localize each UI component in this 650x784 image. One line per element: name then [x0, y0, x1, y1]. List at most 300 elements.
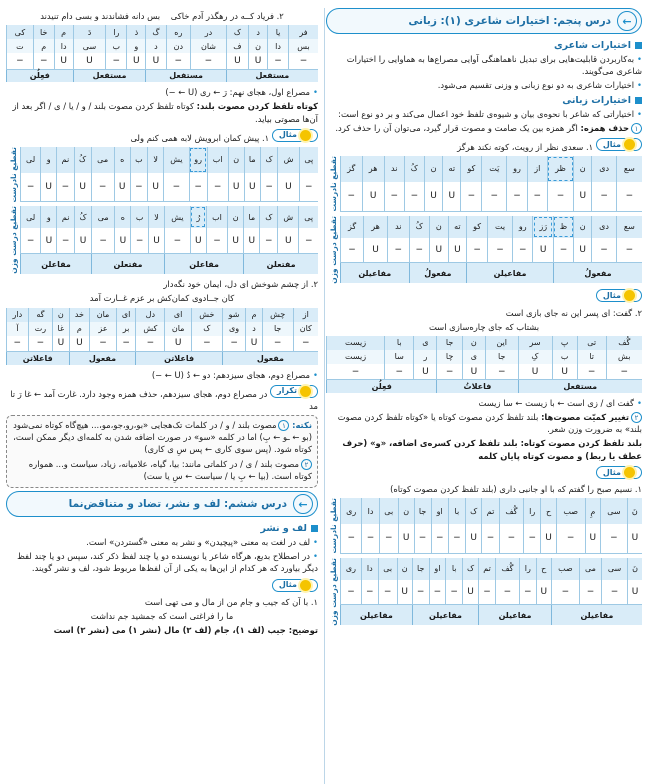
meter-foot: مستفعل: [226, 69, 318, 82]
example-line: [326, 287, 642, 304]
scansion-cell: د: [246, 322, 262, 336]
scansion-cell: وی: [222, 322, 246, 336]
number-circle-icon: ۲: [301, 459, 312, 470]
scansion-cell: −: [206, 228, 227, 253]
section-heading: لف و نشر: [6, 523, 318, 534]
scansion-cell: ت: [7, 39, 34, 53]
paragraph: توضیح: جیب (لف ۱)، جام (لف ۲) مال (نشر ۱) می (نشر ۲) است: [53, 625, 318, 636]
scansion-cell: ای: [116, 308, 136, 322]
square-bullet-icon: [635, 42, 642, 49]
scansion-cell: فر: [288, 25, 318, 39]
scansion-cell: غا: [53, 322, 69, 336]
scansion-cell: از: [527, 156, 547, 182]
scansion-cell: سی: [601, 498, 628, 524]
scansion-cell: می: [579, 558, 601, 580]
scansion-cell: د: [249, 25, 268, 39]
example-badge: مثال: [596, 138, 642, 151]
scansion-cell: −: [362, 524, 379, 553]
lesson-6-banner: [6, 491, 318, 517]
scansion-cell: −: [524, 524, 541, 553]
scansion-cell: −: [513, 238, 533, 263]
table-side-label: تقطیع نادرست: [328, 498, 338, 554]
example-line: مثال ۱. سعدی نظر از رویت، کوته نکند هرگز: [326, 136, 642, 153]
meter-foot: مفاعیلن: [412, 605, 478, 626]
scansion-cell: ن: [462, 336, 485, 350]
section-heading: اختیارات زبانی: [326, 95, 642, 106]
paragraph: • لف در لغت به معنی «پیچیدن» و نشر به معنی «گستردن» است.: [6, 536, 318, 548]
scansion-cell: ن: [574, 216, 592, 238]
scansion-cell: U: [430, 238, 449, 263]
scansion-cell: گُف: [606, 336, 642, 350]
scansion-cell: U: [364, 238, 388, 263]
scansion-cell: −: [327, 364, 385, 380]
scansion-cell: U: [627, 524, 642, 553]
scansion-cell: −: [385, 364, 414, 380]
scansion-cell: دار: [7, 308, 29, 322]
bulb-icon: [300, 580, 311, 591]
scansion-cell: یا: [268, 25, 289, 39]
scansion-cell: −: [437, 364, 462, 380]
scansion-cell: −: [409, 238, 429, 263]
scansion-cell: −: [379, 524, 398, 553]
meter-foot: مفتعلن: [92, 254, 165, 275]
scansion-cell: −: [579, 580, 601, 605]
scansion-cell: −: [262, 336, 293, 352]
scansion-cell: سع: [616, 156, 642, 182]
scansion-cell: ن: [228, 206, 244, 228]
scansion-cell: −: [299, 228, 318, 253]
scansion-cell: و: [41, 147, 57, 173]
scansion-cell: این: [485, 336, 518, 350]
scansion-cell: U: [518, 364, 552, 380]
paragraph: ۲مصوت بلند / ی / در کلماتی مانند: بیا، گیاه، علامیانه، زیاد، سیاست و... همواره کوتاه است. (بیا ← بِ یا / سیاست ← سِ یا ست): [28, 458, 312, 481]
scansion-cell: ف: [226, 39, 248, 53]
scansion-cell: U: [278, 228, 299, 253]
paragraph: ۱حذف همزه: اگر همزه بین یک صامت و مصوت قرار گیرد، می‌توان آن را حذف کرد.: [326, 122, 642, 134]
scansion-cell: ما: [244, 147, 260, 173]
table-side-label: تقطیع نادرست: [8, 146, 18, 203]
number-circle-icon: ۱: [278, 420, 289, 431]
scansion-cell: ری: [341, 558, 362, 580]
scansion-cell: −: [191, 336, 222, 352]
scansion-cell: −: [556, 524, 585, 553]
meter-foot: فاعلاتُ: [437, 380, 518, 393]
scansion-cell: U: [424, 182, 442, 211]
paragraph: • مصراع دوم، هجای سیزدهم: دو ← دُ (U ← −): [6, 369, 318, 381]
scansion-cell: U: [362, 182, 384, 211]
scansion-cell: در: [191, 25, 227, 39]
scansion-cell: ته: [448, 216, 467, 238]
scansion-cell: U: [41, 228, 57, 253]
number-circle-icon: ۲: [631, 412, 642, 423]
scansion-cell: خد: [69, 308, 90, 322]
scansion-cell: −: [429, 580, 446, 605]
scansion-cell: −: [288, 53, 318, 69]
scansion-cell: ب: [131, 206, 149, 228]
scansion-cell: U: [41, 173, 57, 202]
square-bullet-icon: [635, 97, 642, 104]
scansion-cell: با: [385, 336, 414, 350]
scansion-cell: با: [448, 498, 465, 524]
scansion-cell: −: [387, 238, 409, 263]
scansion-cell: U: [628, 580, 642, 605]
scansion-table: [326, 156, 642, 211]
meter-foot: فاعلاتن: [7, 352, 70, 365]
scansion-cell: −: [91, 173, 114, 202]
bulb-icon: [300, 130, 311, 141]
paragraph: تکرار در مصراع دوم، هجای سیزدهم، حذف همزه وجود دارد. غارت آمد ← غا رَ تا مد: [10, 386, 318, 411]
scansion-cell: −: [165, 228, 191, 253]
example-badge: مثال: [272, 129, 318, 142]
scansion-cell: −: [448, 524, 465, 553]
scansion-cell: ش: [278, 147, 299, 173]
scansion-cell: U: [228, 228, 244, 253]
scansion-table: [6, 206, 318, 274]
paragraph: نکته: ۱مصوت بلند / و / در کلمات تک‌هجایی «بو،رو،جو،مو،... هیچ‌گاه کوتاه نمی‌شود (بو ← ـو ← بِ) اما در کلمه «سو» در صورت اضافه شدن به کلمه‌ای دیگر ممکن است، کوتاه شود. (پس سوی کاری ← پس سِ ی کاری): [13, 420, 312, 455]
scansion-cell: U: [533, 238, 553, 263]
scansion-cell: شان: [191, 39, 227, 53]
meter-foot: مفاعیلن: [467, 263, 554, 284]
meter-foot: مفاعلن: [21, 254, 92, 275]
paragraph: • اختیاراتی که شاعر با نحوه‌ی بیان و شیوه‌ی تلفظ خود اعمال می‌کند و بر دو نوع است:: [326, 108, 642, 120]
scansion-cell: رو: [507, 156, 527, 182]
number-circle-icon: ۱: [631, 123, 642, 134]
meter-foot: مفاعیلن: [479, 605, 552, 626]
scansion-cell: سی: [602, 558, 628, 580]
meter-foot: فعِلُن: [327, 380, 437, 393]
scansion-cell: شو: [222, 308, 246, 322]
meter-foot: مفعول: [222, 352, 318, 365]
scansion-cell: سا: [385, 350, 414, 364]
scansion-cell: کی: [7, 25, 34, 39]
scansion-cell: −: [33, 53, 54, 69]
scansion-cell: U: [114, 173, 130, 202]
scansion-cell: بس: [288, 39, 318, 53]
scansion-cell: U: [226, 53, 248, 69]
scansion-cell: دا: [54, 39, 73, 53]
scansion-cell: جا: [437, 336, 462, 350]
scansion-cell: گُف: [495, 558, 519, 580]
scansion-cell: −: [90, 336, 117, 352]
example-badge: مثال: [596, 289, 642, 302]
scansion-cell: بر: [116, 322, 136, 336]
poem-line: ما را فراغتی است که جمشید جم نداشت: [90, 610, 234, 621]
meter-foot: مفعولُ: [553, 263, 642, 284]
bulb-icon: [624, 290, 635, 301]
scansion-cell: تا: [577, 350, 606, 364]
scansion-cell: چش: [262, 308, 293, 322]
scansion-cell: U: [115, 228, 131, 253]
scansion-cell: ک: [465, 498, 482, 524]
scansion-cell: ذ: [127, 25, 146, 39]
scansion-cell: رَز: [533, 216, 553, 238]
scansion-cell: لی: [21, 147, 41, 173]
scansion-cell: −: [378, 580, 397, 605]
scansion-cell: U: [190, 228, 206, 253]
bulb-icon: [624, 467, 635, 478]
example-line: [6, 577, 318, 594]
scansion-cell: −: [479, 580, 496, 605]
scansion-cell: −: [467, 238, 488, 263]
scansion-cell: ک: [260, 147, 278, 173]
scansion-cell: U: [463, 580, 479, 605]
lesson-5-title: درس پنجم: اختیارات شاعری (۱): زبانی: [408, 15, 611, 27]
scansion-cell: −: [361, 580, 378, 605]
scansion-cell: یش: [164, 147, 190, 173]
meter-foot: مفاعیلن: [551, 605, 642, 626]
scansion-cell: م: [69, 322, 90, 336]
scansion-cell: چا: [437, 350, 462, 364]
scansion-cell: آ: [7, 322, 29, 336]
scansion-cell: −: [606, 364, 642, 380]
scansion-cell: −: [495, 580, 519, 605]
scansion-cell: −: [551, 580, 579, 605]
scansion-cell: دن: [166, 39, 191, 53]
scansion-cell: U: [148, 173, 164, 202]
scansion-cell: جا: [414, 498, 431, 524]
note-box: [6, 415, 318, 488]
scansion-cell: خش: [191, 308, 222, 322]
scansion-cell: ظر: [547, 156, 573, 182]
scansion-cell: می: [91, 147, 114, 173]
scansion-cell: U: [228, 173, 244, 202]
meter-foot: مستفعل: [146, 69, 226, 82]
scansion-cell: کو: [467, 216, 488, 238]
scansion-cell: −: [341, 524, 362, 553]
scansion-cell: و: [127, 39, 146, 53]
scansion-cell: U: [465, 524, 482, 553]
scansion-cell: او: [431, 498, 448, 524]
scansion-cell: جا: [412, 558, 429, 580]
meter-foot: فعِلُن: [7, 69, 74, 82]
example-badge: مثال: [272, 579, 318, 592]
scansion-cell: −: [136, 336, 165, 352]
scansion-cell: یش: [165, 206, 191, 228]
scansion-cell: رو: [513, 216, 533, 238]
scansion-cell: تم: [479, 558, 496, 580]
scansion-cell: −: [488, 238, 513, 263]
scansion-cell: ره: [166, 25, 191, 39]
scansion-cell: ند: [387, 216, 409, 238]
scansion-cell: U: [536, 580, 551, 605]
poem-line: ۲. فریاد کــه در رهگذر آدم خاکی بس دانه فشاندند و بسی دام تنیدند: [40, 11, 284, 21]
paragraph: • اختیارات شاعری به دو نوع زبانی و وزنی تقسیم می‌شود.: [326, 79, 642, 91]
scansion-cell: −: [482, 182, 507, 211]
scansion-cell: د: [146, 39, 166, 53]
scansion-cell: U: [397, 580, 412, 605]
scansion-table: [326, 336, 642, 393]
scansion-cell: ک: [463, 558, 479, 580]
scansion-cell: ظ: [553, 216, 573, 238]
scansion-cell: دَ: [73, 25, 106, 39]
paragraph: کوتاه تلفظ کردن مصوت بلند: کوتاه تلفظ کردن مصوت بلند / و / یا / ی / اگر بعد از آن‌ها مصوتی بیاید.: [12, 101, 318, 124]
scansion-cell: U: [443, 182, 461, 211]
meter-foot: مفعولُ: [409, 263, 467, 284]
scansion-cell: −: [28, 336, 53, 352]
scansion-cell: کُ: [409, 216, 429, 238]
scansion-cell: −: [519, 580, 536, 605]
scansion-cell: −: [106, 53, 127, 69]
scansion-cell: −: [527, 182, 547, 211]
scansion-cell: مان: [90, 308, 117, 322]
scansion-cell: کان: [293, 322, 318, 336]
scansion-cell: −: [57, 228, 75, 253]
scansion-cell: U: [69, 336, 90, 352]
scansion-cell: U: [53, 336, 69, 352]
scansion-cell: گُف: [499, 498, 524, 524]
scansion-cell: −: [553, 238, 573, 263]
scansion-cell: −: [166, 53, 191, 69]
lesson-5-banner: [326, 8, 642, 34]
scansion-cell: −: [577, 364, 606, 380]
scansion-cell: −: [21, 228, 41, 253]
scansion-cell: −: [7, 336, 29, 352]
scansion-cell: پ: [552, 336, 577, 350]
paragraph: • در اصطلاح بدیع، هرگاه شاعر یا نویسنده دو یا چند لفظ ذکر کند، سپس دو یا چند لفظ دیگر بیاورد که هر کدام از این‌ها به یکی از آن لفظ‌ها مربوط شود، لف و نشر گویند.: [6, 550, 318, 574]
scansion-cell: −: [547, 182, 573, 211]
scansion-cell: دل: [136, 308, 165, 322]
scansion-cell: ک: [260, 206, 278, 228]
scansion-cell: نم: [57, 147, 75, 173]
scansion-cell: ک: [191, 322, 222, 336]
scansion-cell: −: [616, 182, 642, 211]
scansion-cell: ب: [106, 39, 127, 53]
scansion-cell: دا: [268, 39, 289, 53]
meter-foot: مفاعیلن: [341, 605, 413, 626]
scansion-cell: گه: [28, 308, 53, 322]
scansion-cell: −: [431, 524, 448, 553]
scansion-cell: −: [616, 238, 642, 263]
scansion-cell: را: [519, 558, 536, 580]
scansion-cell: −: [299, 173, 318, 202]
scansion-cell: کو: [461, 156, 482, 182]
bulb-icon: [300, 386, 311, 397]
scansion-cell: −: [130, 173, 148, 202]
scansion-cell: سی: [73, 39, 106, 53]
scansion-cell: کِ: [518, 350, 552, 364]
poem-line: ۱. نسیم صبح را گفتم که با او جانبی داری (بلند تلفظ کردن مصوت کوتاه): [390, 484, 642, 495]
scansion-cell: اب: [206, 206, 227, 228]
scansion-cell: با: [446, 558, 463, 580]
scansion-cell: ح: [541, 498, 557, 524]
scansion-cell: سر: [518, 336, 552, 350]
meter-foot: مستفعل: [518, 380, 642, 393]
scansion-cell: ه: [115, 206, 131, 228]
poem-line: ۲. از چشم شوخش ای دل، ایمان خود نگه‌دار: [163, 279, 318, 290]
scansion-cell: کُ: [74, 147, 91, 173]
scansion-cell: هر: [364, 216, 388, 238]
scansion-cell: مان: [165, 322, 192, 336]
paragraph: • مصراع اول، هجای نهم: رَ ← ری (U ← −): [6, 86, 318, 98]
scansion-cell: −: [507, 182, 527, 211]
poem-line: کان جــادوی کمان‌کش بر عزم غــارت آمد: [89, 293, 235, 304]
scansion-cell: U: [398, 524, 414, 553]
scansion-cell: −: [404, 182, 424, 211]
scansion-cell: ای: [165, 308, 192, 322]
example-line: مثال ۱. پیش کمان ابرویش لابه همی کنم ولی: [6, 127, 318, 144]
scansion-cell: بی: [379, 498, 398, 524]
scansion-cell: لا: [148, 147, 164, 173]
scansion-cell: U: [249, 53, 268, 69]
scansion-cell: U: [54, 53, 73, 69]
scansion-cell: −: [446, 580, 463, 605]
scansion-cell: اب: [207, 147, 228, 173]
scansion-cell: ی: [414, 336, 437, 350]
scansion-cell: پی: [299, 147, 318, 173]
scansion-cell: U: [74, 173, 91, 202]
scansion-cell: ن: [397, 558, 412, 580]
scansion-cell: U: [244, 228, 260, 253]
scansion-cell: −: [260, 173, 278, 202]
table-side-label: تقطیع نادرست: [328, 156, 338, 212]
scansion-cell: ن: [228, 147, 244, 173]
scansion-cell: −: [293, 336, 318, 352]
scansion-cell: −: [461, 182, 482, 211]
scansion-cell: −: [601, 524, 628, 553]
scansion-cell: ح: [536, 558, 551, 580]
scansion-cell: −: [260, 228, 278, 253]
scansion-table: [326, 498, 642, 553]
scansion-cell: تم: [482, 498, 499, 524]
scansion-cell: را: [106, 25, 127, 39]
example-line: [326, 464, 642, 481]
scansion-cell: −: [341, 238, 364, 263]
bulb-icon: [624, 139, 635, 150]
scansion-table: [326, 216, 642, 284]
scansion-cell: U: [462, 364, 485, 380]
scansion-cell: U: [574, 182, 592, 211]
scansion-cell: U: [541, 524, 557, 553]
arrow-left-icon: ←: [617, 11, 637, 31]
scansion-cell: دی: [592, 156, 616, 182]
table-side-label: تقطیع درست وزن: [328, 557, 338, 626]
table-side-label: تقطیع درست وزن: [328, 215, 338, 284]
scansion-cell: ن: [398, 498, 414, 524]
scansion-cell: کُ: [404, 156, 424, 182]
scansion-cell: U: [127, 53, 146, 69]
meter-foot: مستفعل: [73, 69, 146, 82]
example-badge: مثال: [596, 466, 642, 479]
scansion-cell: و: [41, 206, 57, 228]
paragraph: ۲تغییر کمیّت مصوت‌ها: بلند تلفظ کردن مصوت کوتاه یا «کوتاه تلفظ کردن مصوت بلند» به ضرورت وزن شعر.: [337, 412, 642, 435]
scansion-cell: −: [414, 524, 431, 553]
scansion-cell: خا: [33, 25, 54, 39]
scansion-cell: ش: [278, 206, 299, 228]
scansion-cell: رُ: [190, 206, 206, 228]
scansion-cell: −: [499, 524, 524, 553]
scansion-cell: −: [268, 53, 289, 69]
scansion-cell: جا: [262, 322, 293, 336]
scansion-cell: هر: [362, 156, 384, 182]
table-side-label: تقطیع درست وزن: [8, 206, 18, 275]
scansion-cell: ن: [249, 39, 268, 53]
scansion-cell: زیست: [327, 336, 385, 350]
scansion-cell: −: [116, 336, 136, 352]
scansion-cell: دا: [362, 498, 379, 524]
scansion-cell: نَ: [627, 498, 642, 524]
scansion-cell: می: [92, 206, 115, 228]
scansion-cell: لا: [149, 206, 165, 228]
scansion-cell: زیست: [327, 350, 385, 364]
meter-foot: مفتعلن: [244, 254, 318, 275]
scansion-cell: م: [246, 308, 262, 322]
meter-foot: مفعول: [69, 352, 136, 365]
scansion-cell: لی: [21, 206, 41, 228]
scansion-cell: U: [414, 364, 437, 380]
meter-foot: مفاعیلن: [341, 263, 410, 284]
paragraph: • به‌کاربردن قابلیت‌هایی برای تبدیل ناهماهنگی آوایی مصراع‌ها به هماوایی را اختیارات شاعری می‌گویند.: [326, 53, 642, 77]
scansion-cell: ما: [244, 206, 260, 228]
